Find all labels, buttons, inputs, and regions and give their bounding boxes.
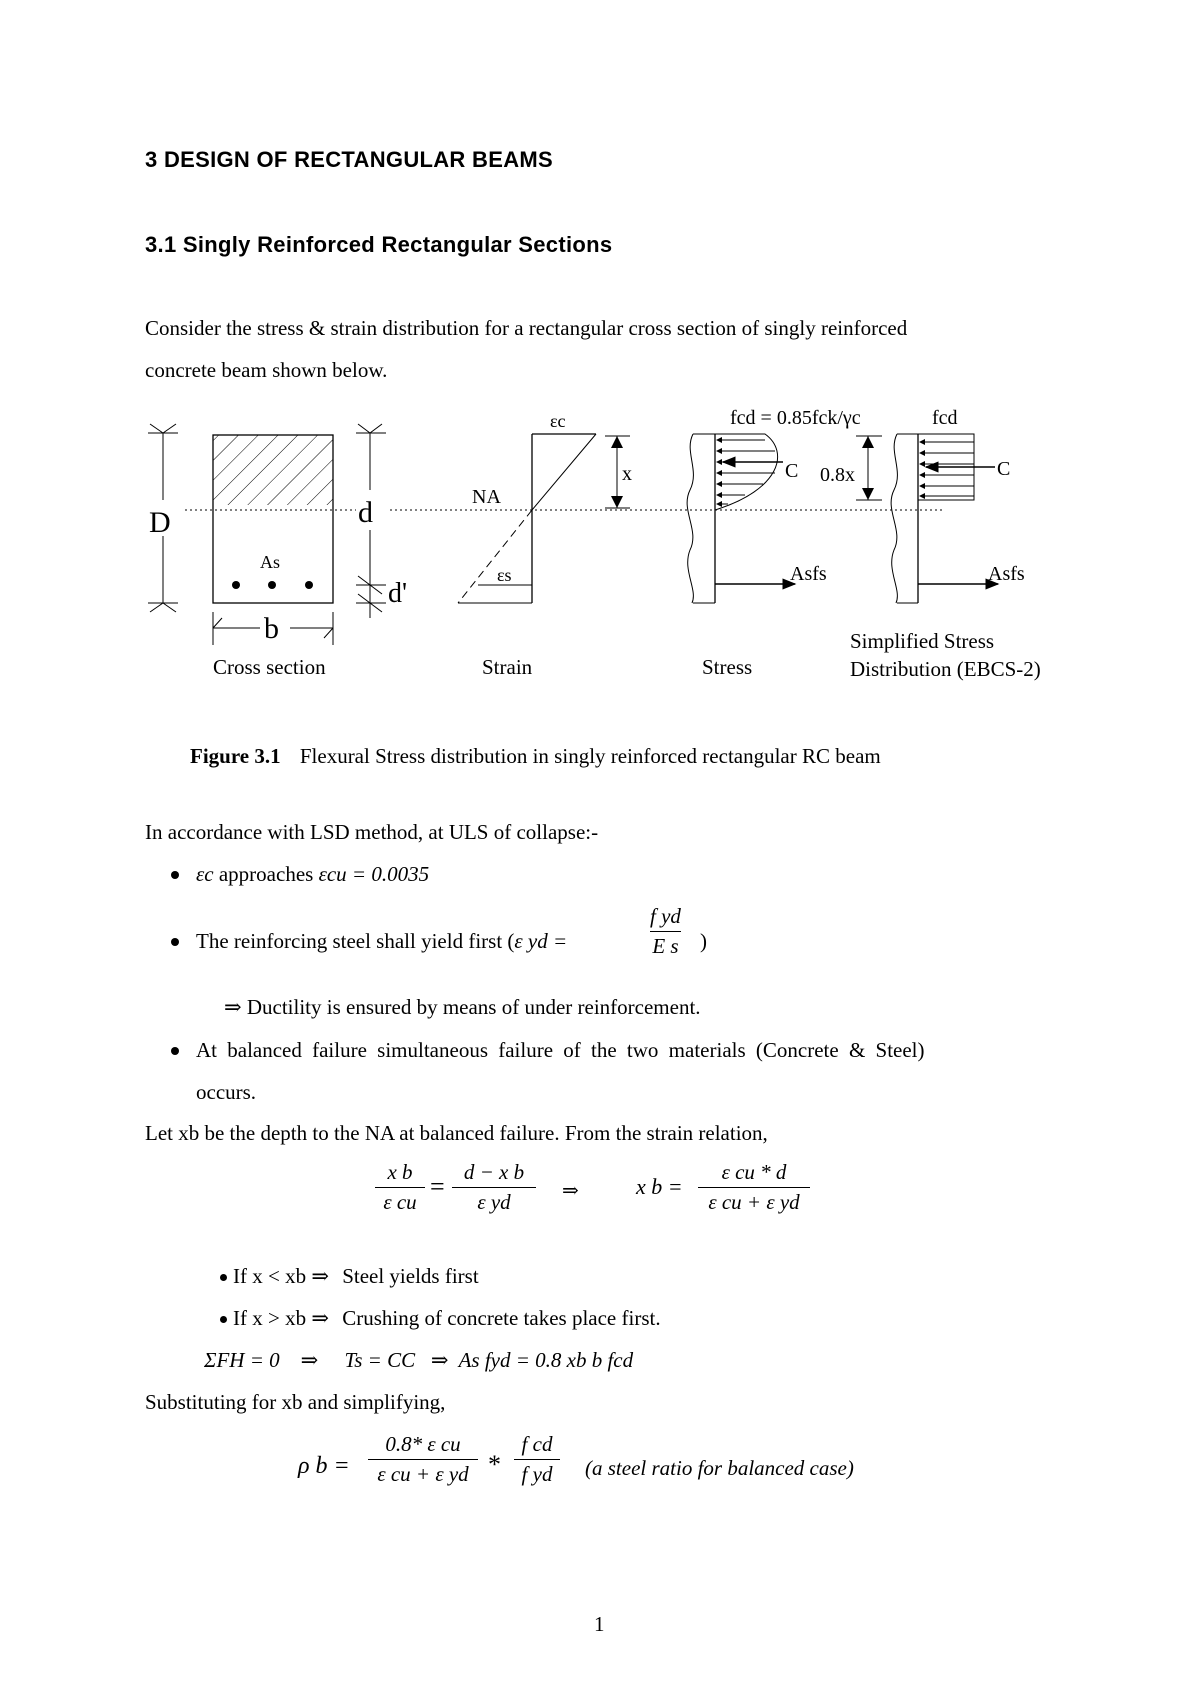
lsd-intro: In accordance with LSD method, at ULS of collapse:- [145, 820, 599, 844]
fraction-denominator: ε yd [477, 1190, 511, 1214]
rebar [268, 581, 276, 589]
cross-section [145, 424, 407, 645]
label-eps-c: εc [550, 411, 566, 431]
section-heading: 3.1 Singly Reinforced Rectangular Sections [145, 232, 613, 257]
intro-line-1: Consider the stress & strain distribution for a rectangular cross section of singly reinforced [145, 316, 908, 340]
condition-1-result: Steel yields first [342, 1264, 479, 1288]
steel-yield-text: The reinforcing steel shall yield first ( [196, 929, 515, 953]
strain-diagram [458, 411, 632, 603]
label-x: x [622, 463, 632, 485]
fraction-numerator: 0.8* ε cu [385, 1432, 461, 1456]
fraction-numerator: ε cu * d [721, 1160, 787, 1184]
figure-caption-number: Figure 3.1 [190, 744, 281, 768]
fraction-denominator: ε cu + ε yd [377, 1462, 469, 1486]
xb-lhs: x b = [636, 1174, 683, 1199]
xb-over-ecu-fraction [375, 1160, 425, 1215]
label-Asfs-simplified: Asfs [988, 563, 1025, 585]
caption-simplified-2: Distribution (EBCS-2) [850, 657, 1041, 681]
fraction-numerator: x b [387, 1160, 413, 1184]
label-C-stress: C [785, 460, 799, 482]
fcd-over-fyd-fraction [514, 1432, 560, 1487]
fyd-numerator: f yd [650, 904, 681, 928]
balanced-ratio-note: (a steel ratio for balanced case) [585, 1456, 854, 1480]
balanced-failure-line-2: occurs. [196, 1080, 257, 1104]
fraction-denominator: ε cu + ε yd [708, 1190, 800, 1214]
balanced-failure-line-1: At balanced failure simultaneous failure of the two materials (Concrete & Steel) [196, 1038, 925, 1062]
times-sign: * [488, 1450, 501, 1479]
label-C-simplified: C [997, 458, 1011, 480]
caption-cross-section: Cross section [213, 655, 326, 679]
condition-1 [233, 1264, 479, 1289]
Es-denominator: E s [652, 934, 679, 958]
close-paren: ) [700, 929, 707, 953]
balanced-intro: Let xb be the depth to the NA at balanced failure. From the strain relation, [145, 1121, 768, 1145]
condition-2-criterion: If x > xb ⇒ [233, 1306, 329, 1330]
balanced-ratio-fraction [368, 1432, 478, 1487]
eps-cu-value: εcu = 0.0035 [318, 862, 430, 886]
figure-caption [190, 744, 881, 769]
figure-caption-text: Flexural Stress distribution in singly reinforced rectangular RC beam [299, 744, 881, 768]
bullet [171, 938, 179, 946]
bullet [171, 1047, 179, 1055]
dimension-08x [820, 436, 882, 500]
label-eps-s: εs [497, 565, 512, 585]
equilibrium-equation: ΣFH = 0 ⇒ Ts = CC ⇒ As fyd = 0.8 xb b fcd [204, 1348, 634, 1372]
ductility-note: ⇒ Ductility is ensured by means of under reinforcement. [224, 995, 701, 1019]
label-d: d [358, 496, 373, 529]
label-d-prime: d' [388, 578, 408, 609]
fraction-denominator: ε cu [383, 1190, 417, 1214]
fraction-numerator: f cd [521, 1432, 553, 1456]
eps-c-text: εc [196, 862, 214, 886]
label-As: As [260, 552, 281, 572]
rebar [232, 581, 240, 589]
page-number: 1 [594, 1612, 605, 1636]
label-b: b [264, 612, 279, 645]
bullet [220, 1316, 227, 1323]
implies-arrow: ⇒ [562, 1180, 579, 1202]
condition-2 [233, 1306, 661, 1331]
label-fcd: fcd [932, 407, 958, 429]
label-08x: 0.8x [820, 464, 855, 486]
bullet-strain-limit [196, 862, 429, 887]
label-fcd-formula: fcd = 0.85fck/γc [730, 407, 861, 429]
fraction-numerator: d − x b [463, 1160, 525, 1184]
caption-strain: Strain [482, 655, 533, 679]
label-D: D [149, 506, 171, 539]
figure-3-1-diagram [0, 395, 1200, 695]
chapter-heading: 3 DESIGN OF RECTANGULAR BEAMS [145, 147, 553, 172]
simplified-stress-diagram [891, 407, 1025, 603]
stress-diagram [687, 407, 861, 603]
bullet [171, 871, 179, 879]
approaches-text: approaches [213, 862, 319, 886]
rho-b-lhs: ρ b = [298, 1453, 350, 1479]
equals-sign: = [430, 1172, 445, 1201]
condition-2-result: Crushing of concrete takes place first. [342, 1306, 661, 1330]
label-Asfs-stress: Asfs [790, 563, 827, 585]
bullet [220, 1274, 227, 1281]
d-minus-xb-fraction [452, 1160, 536, 1215]
fraction-denominator: f yd [521, 1462, 553, 1486]
intro-line-2: concrete beam shown below. [145, 358, 388, 382]
bullet-steel-yield [196, 929, 567, 954]
caption-stress: Stress [702, 655, 753, 679]
condition-1-criterion: If x < xb ⇒ [233, 1264, 329, 1288]
eps-yd-lhs: ε yd = [514, 929, 568, 953]
xb-solution-fraction [698, 1160, 810, 1215]
substituting-intro: Substituting for xb and simplifying, [145, 1390, 446, 1414]
caption-simplified-1: Simplified Stress [850, 629, 995, 653]
rebar [305, 581, 313, 589]
fyd-over-Es-fraction [650, 904, 681, 959]
label-NA: NA [472, 486, 501, 508]
